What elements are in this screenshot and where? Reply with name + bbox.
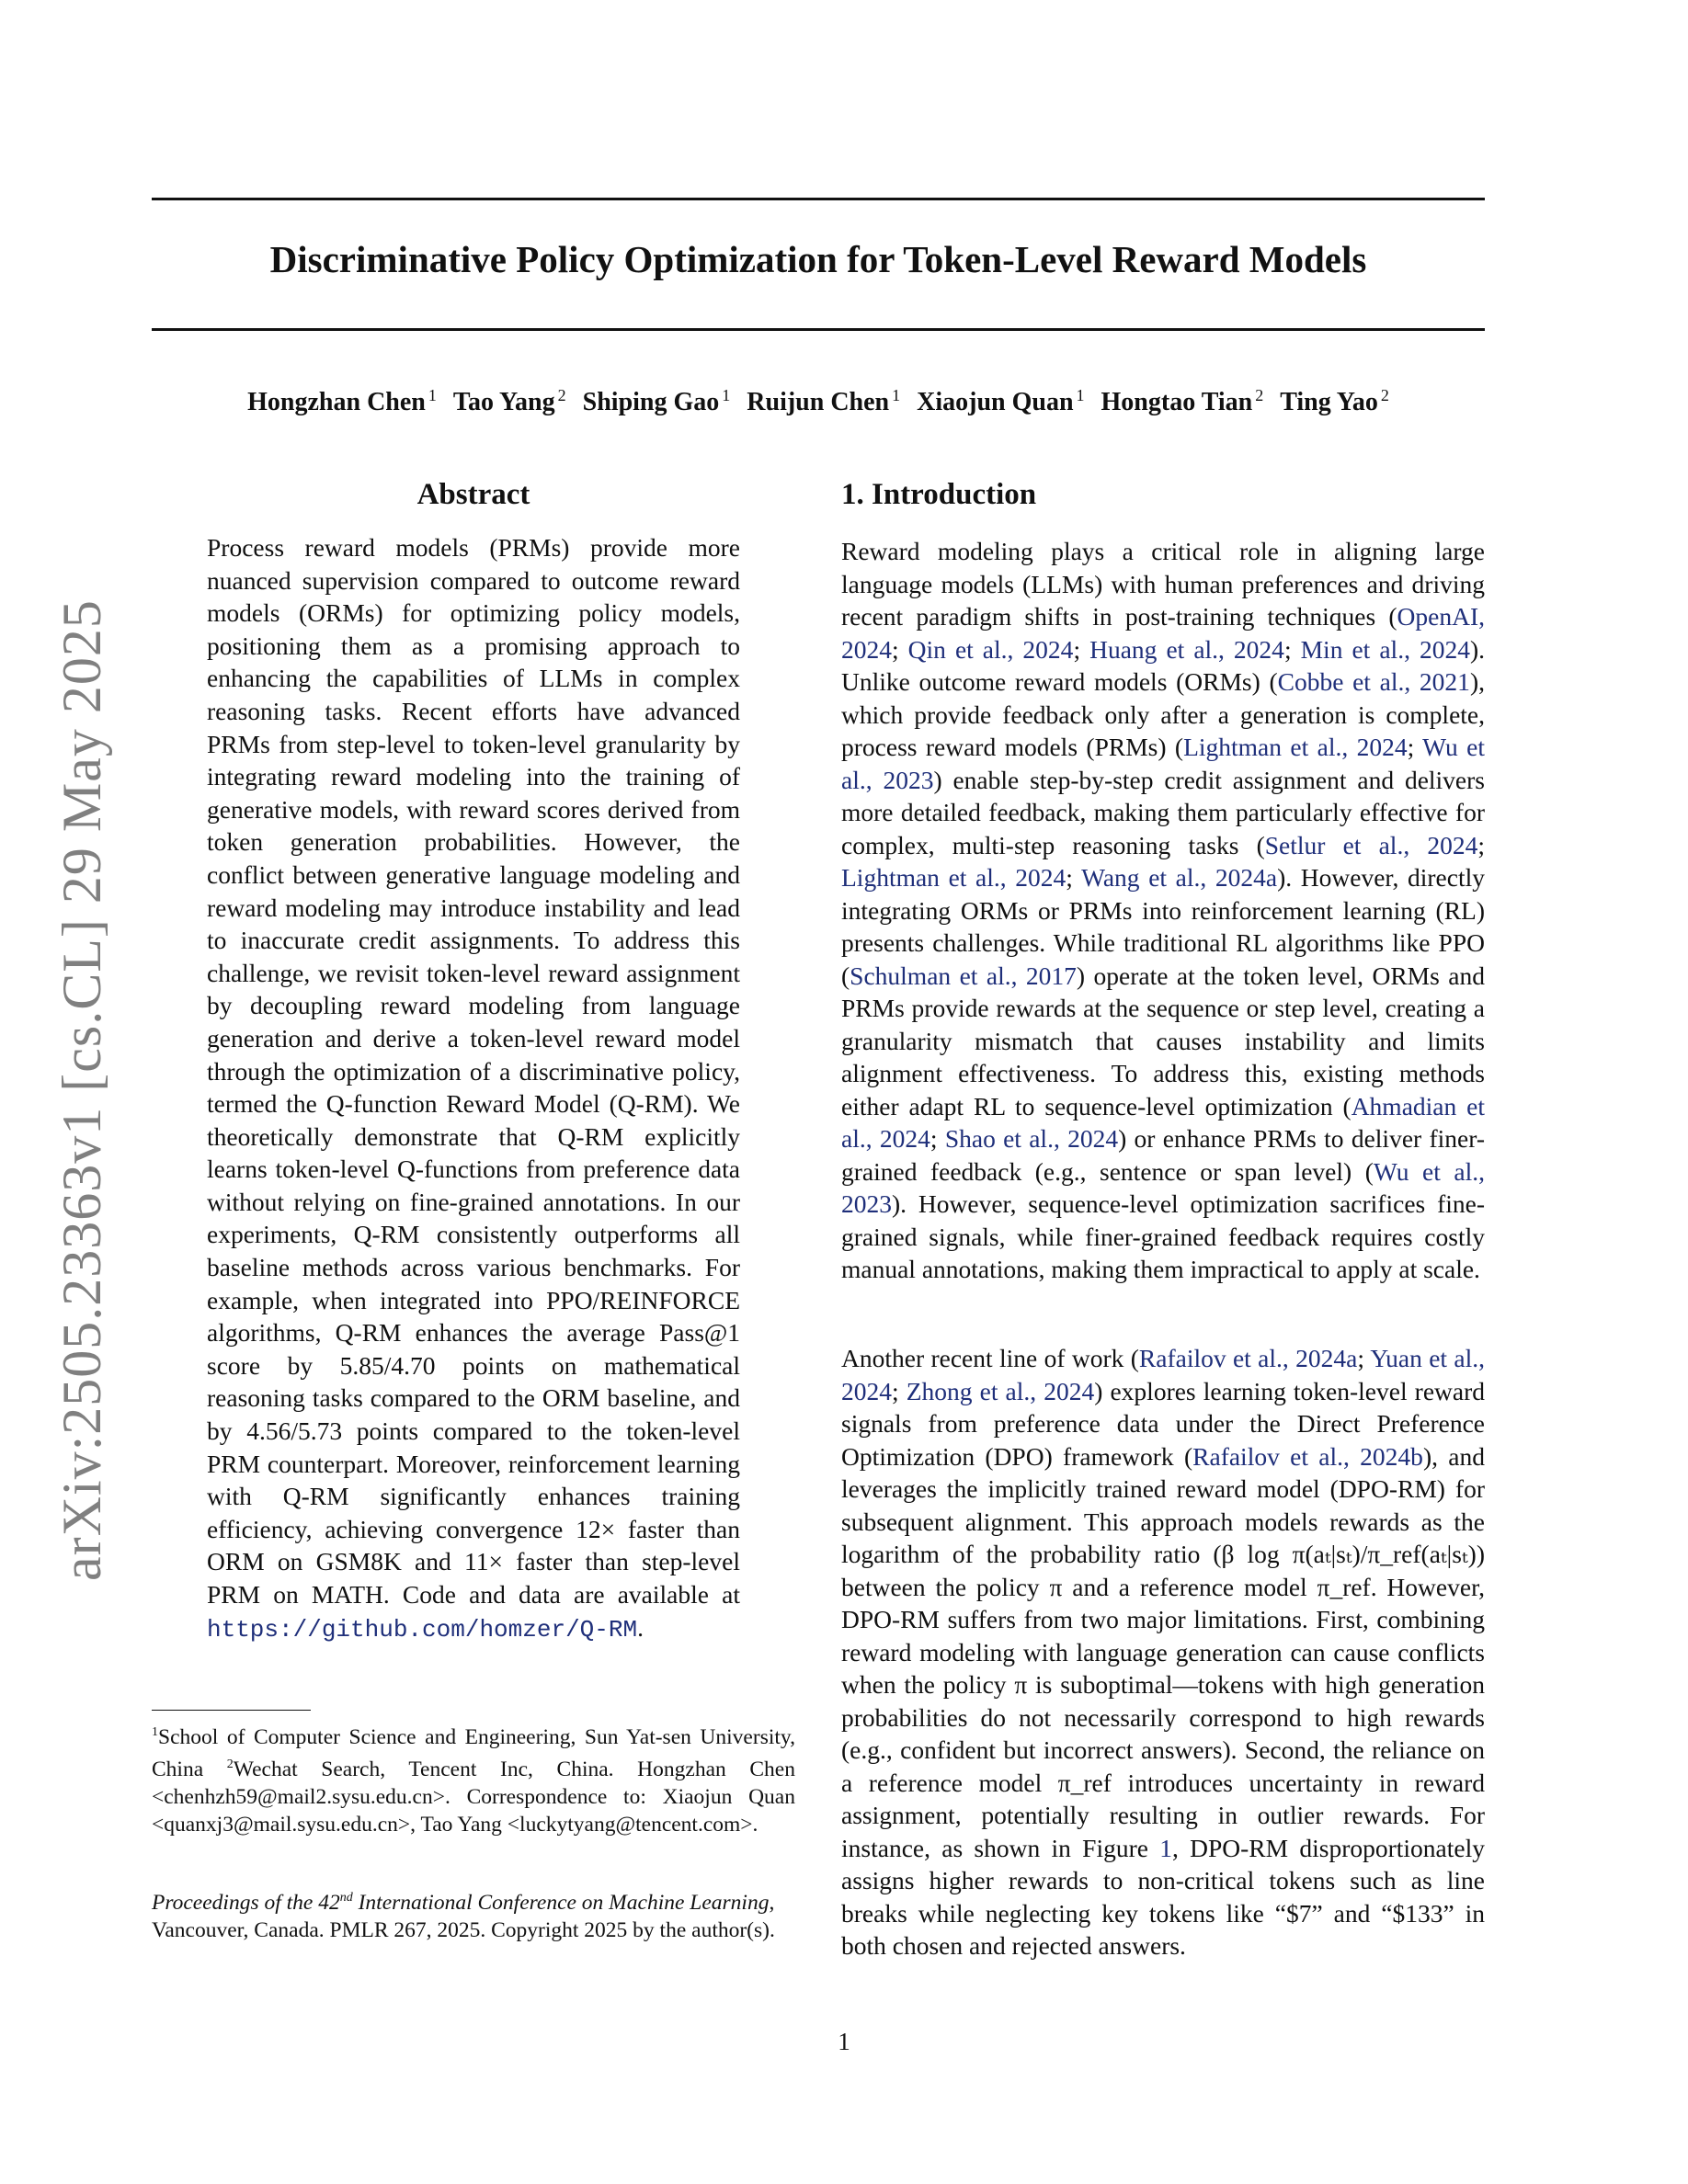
citation-link[interactable]: Huang et al., 2024 [1089, 634, 1284, 664]
title-rule-bottom [152, 328, 1485, 331]
paragraph-text: ; [1073, 634, 1090, 664]
proceedings-sup: nd [339, 1891, 353, 1905]
paragraph-text: ) or enhance PRMs to deliver finer-grained feedback (e.g., sentence or span level) ( [841, 1124, 1485, 1186]
author-name: Ruijun Chen [747, 388, 890, 417]
citation-link[interactable]: Cobbe et al., 2021 [1277, 667, 1470, 696]
author [747, 388, 900, 416]
citation-link[interactable]: Shao et al., 2024 [944, 1124, 1119, 1153]
abstract-heading: Abstract [416, 478, 530, 511]
author-affiliation-mark: 2 [1255, 386, 1264, 404]
code-link[interactable]: https://github.com/homzer/Q-RM [207, 1615, 638, 1644]
paragraph-text: ). However, directly integrating ORMs or PRMs into reinforcement learning (RL) presents challenges. While traditional RL algorithms like PPO ( [841, 863, 1485, 990]
paragraph-text: ) operate at the token level, ORMs and PRMs provide rewards at the sequence or step level, creating a granularity mismatch that causes instability and limits alignment effectiveness. To address this, existing methods either adapt RL to sequence-level optimization ( [841, 961, 1485, 1120]
paragraph-text: ). Unlike outcome reward models (ORMs) ( [841, 634, 1486, 696]
paragraph-text: ; [1283, 634, 1301, 664]
author-list [152, 386, 1485, 417]
paragraph-text: Reward modeling plays a critical role in aligning large language models (LLMs) with human preferences and driving recent paradigm shifts in post-training techniques ( [841, 537, 1485, 631]
paper-title: Discriminative Policy Optimization for Token-Level Reward Models [269, 238, 1367, 280]
author-affiliation-mark: 1 [428, 386, 437, 404]
footnote-mark-1: 1 [152, 1725, 158, 1739]
abstract-end: . [637, 1612, 644, 1642]
footnote-rule [152, 1710, 311, 1711]
paragraph-text: ). However, sequence-level optimization sacrifices fine-grained signals, while finer-grained feedback requires costly manual annotations, making them impractical to apply at scale. [841, 1189, 1485, 1283]
proceedings-pre: Proceedings of the [152, 1890, 319, 1915]
arxiv-stamp: arXiv:2505.23363v1 [cs.CL] 29 May 2025 [51, 599, 112, 1581]
paragraph-text: ), and leverages the implicitly trained reward model (DPO-RM) for subsequent alignment. This approach models rewards as the logarithm of the probability ratio (β log π(aₜ|sₜ)/π_ref(aₜ|sₜ)) between the policy π and a reference model π_ref. However, DPO-RM suffers from two major limitations. First, combining reward modeling with language generation can cause conflicts when the policy π is suboptimal—tokens with high generation probabilities do not necessarily correspond to high rewards (e.g., confident but incorrect answers). Second, the reliance on a reference model π_ref introduces uncertainty in reward assignment, potentially resulting in outlier rewards. For instance, as shown in Figure [841, 1441, 1485, 1862]
author-affiliation-mark: 1 [1076, 386, 1085, 404]
abstract-body [207, 531, 740, 1646]
footnote-mark-2: 2 [226, 1757, 234, 1771]
author [453, 388, 566, 416]
proceedings-rest: , Vancouver, Canada. PMLR 267, 2025. Copyright 2025 by the author(s). [152, 1890, 775, 1942]
citation-link[interactable]: Schulman et al., 2017 [850, 961, 1077, 990]
paragraph-text: ), which provide feedback only after a generation is complete, process reward models (PRMs) ( [841, 667, 1485, 761]
affiliation-footnote [152, 1719, 795, 1838]
citation-link[interactable]: Lightman et al., 2024 [841, 863, 1066, 892]
paragraph-text: ) enable step-by-step credit assignment and delivers more detailed feedback, making them particularly effective for complex, multi-step reasoning tasks ( [841, 765, 1485, 859]
author [1280, 388, 1389, 416]
proceedings-conf: International Conference on Machine Learning [352, 1890, 770, 1915]
citation-link[interactable]: Wu et al., 2023 [841, 733, 1486, 794]
author-name: Hongtao Tian [1101, 388, 1253, 417]
paragraph-text: ; [892, 634, 908, 664]
citation-link[interactable]: Rafailov et al., 2024b [1192, 1441, 1423, 1471]
author-name: Tao Yang [452, 388, 555, 417]
abstract-text: Process reward models (PRMs) provide more nuanced supervision compared to outcome reward models (ORMs) for optimizing policy models, positioning them as a promising approach to enhancing the capabilities of LLMs in complex reasoning tasks. Recent efforts have advanced PRMs from step-level to token-level granularity by integrating reward modeling into the training of generative models, with reward scores derived from token generation probabilities. However, the conflict between generative language modeling and reward modeling may introduce instability and lead to inaccurate credit assignments. To address this challenge, we revisit token-level reward assignment by decoupling reward modeling from language generation and derive a token-level reward model through the optimization of a discriminative policy, termed the Q-function Reward Model (Q-RM). We theoretically demonstrate that Q-RM explicitly learns token-level Q-functions from preference data without relying on fine-grained annotations. In our experiments, Q-RM consistently outperforms all baseline methods across various benchmarks. For example, when integrated into PPO/REINFORCE algorithms, Q-RM enhances the average Pass@1 score by 5.85/4.70 points on mathematical reasoning tasks compared to the ORM baseline, and by 4.56/5.73 points compared to the token-level PRM counterpart. Moreover, reinforcement learning with Q-RM significantly enhances training efficiency, achieving convergence 12× faster than ORM on GSM8K and 11× faster than step-level PRM on MATH. Code and data are available at [207, 533, 740, 1609]
affiliation-2: Wechat Search, Tencent Inc, China. Hongzhan Chen <chenhzh59@mail2.sysu.edu.cn>. Correspondence to: Xiaojun Quan <quanxj3@mail.sysu.edu.cn>, Tao Yang <luckytyang@tencent.com>. [152, 1757, 795, 1837]
citation-link[interactable]: Zhong et al., 2024 [906, 1376, 1095, 1405]
author [1101, 388, 1264, 416]
citation-link[interactable]: Yuan et al., 2024 [841, 1344, 1485, 1405]
paragraph-text: ) explores learning token-level reward signals from preference data under the Direct Preference Optimization (DPO) framework ( [841, 1376, 1486, 1471]
author-affiliation-mark: 2 [557, 386, 566, 404]
author-affiliation-mark: 1 [722, 386, 731, 404]
author-name: Xiaojun Quan [917, 388, 1074, 417]
intro-paragraph-1 [841, 535, 1485, 1286]
citation-link[interactable]: Lightman et al., 2024 [1183, 733, 1408, 761]
paragraph-text: ; [1477, 830, 1485, 859]
paragraph-text: ; [930, 1124, 945, 1153]
author-name: Ting Yao [1280, 388, 1378, 417]
citation-link[interactable]: Wang et al., 2024a [1081, 863, 1278, 892]
paragraph-text: ; [892, 1376, 907, 1405]
introduction-heading: 1. Introduction [841, 478, 1037, 511]
paragraph-text: ; [1357, 1344, 1371, 1372]
paragraph-text: , DPO-RM disproportionately assigns higher rewards to non-critical tokens such as line breaks while neglecting key tokens like “$7” and “$133” in both chosen and rejected answers. [841, 1833, 1485, 1960]
citation-link[interactable]: 1 [1159, 1833, 1172, 1862]
author-affiliation-mark: 2 [1380, 386, 1389, 404]
author-name: Shiping Gao [582, 388, 720, 417]
author [917, 388, 1084, 416]
citation-link[interactable]: Qin et al., 2024 [907, 634, 1074, 664]
author [583, 388, 731, 416]
citation-link[interactable]: Setlur et al., 2024 [1264, 830, 1478, 859]
author-name: Hongzhan Chen [247, 388, 426, 417]
author [247, 388, 437, 416]
citation-link[interactable]: Ahmadian et al., 2024 [841, 1091, 1485, 1153]
paragraph-text: Another recent line of work ( [841, 1344, 1139, 1372]
page-number: 1 [838, 2028, 850, 2055]
citation-link[interactable]: OpenAI, 2024 [841, 602, 1485, 664]
citation-link[interactable]: Rafailov et al., 2024a [1138, 1344, 1358, 1372]
paragraph-text: ; [1407, 733, 1423, 761]
affiliation-1: School of Computer Science and Engineering, Sun Yat-sen University, China [152, 1724, 795, 1781]
title-rule-top [152, 198, 1485, 200]
author-affiliation-mark: 1 [892, 386, 901, 404]
citation-link[interactable]: Min et al., 2024 [1300, 634, 1470, 664]
paragraph-text: ; [1066, 863, 1082, 892]
proceedings-num: 42 [318, 1890, 340, 1915]
citation-link[interactable]: Wu et al., 2023 [841, 1156, 1485, 1218]
proceedings-note [152, 1884, 795, 1944]
intro-paragraph-2 [841, 1342, 1485, 1962]
